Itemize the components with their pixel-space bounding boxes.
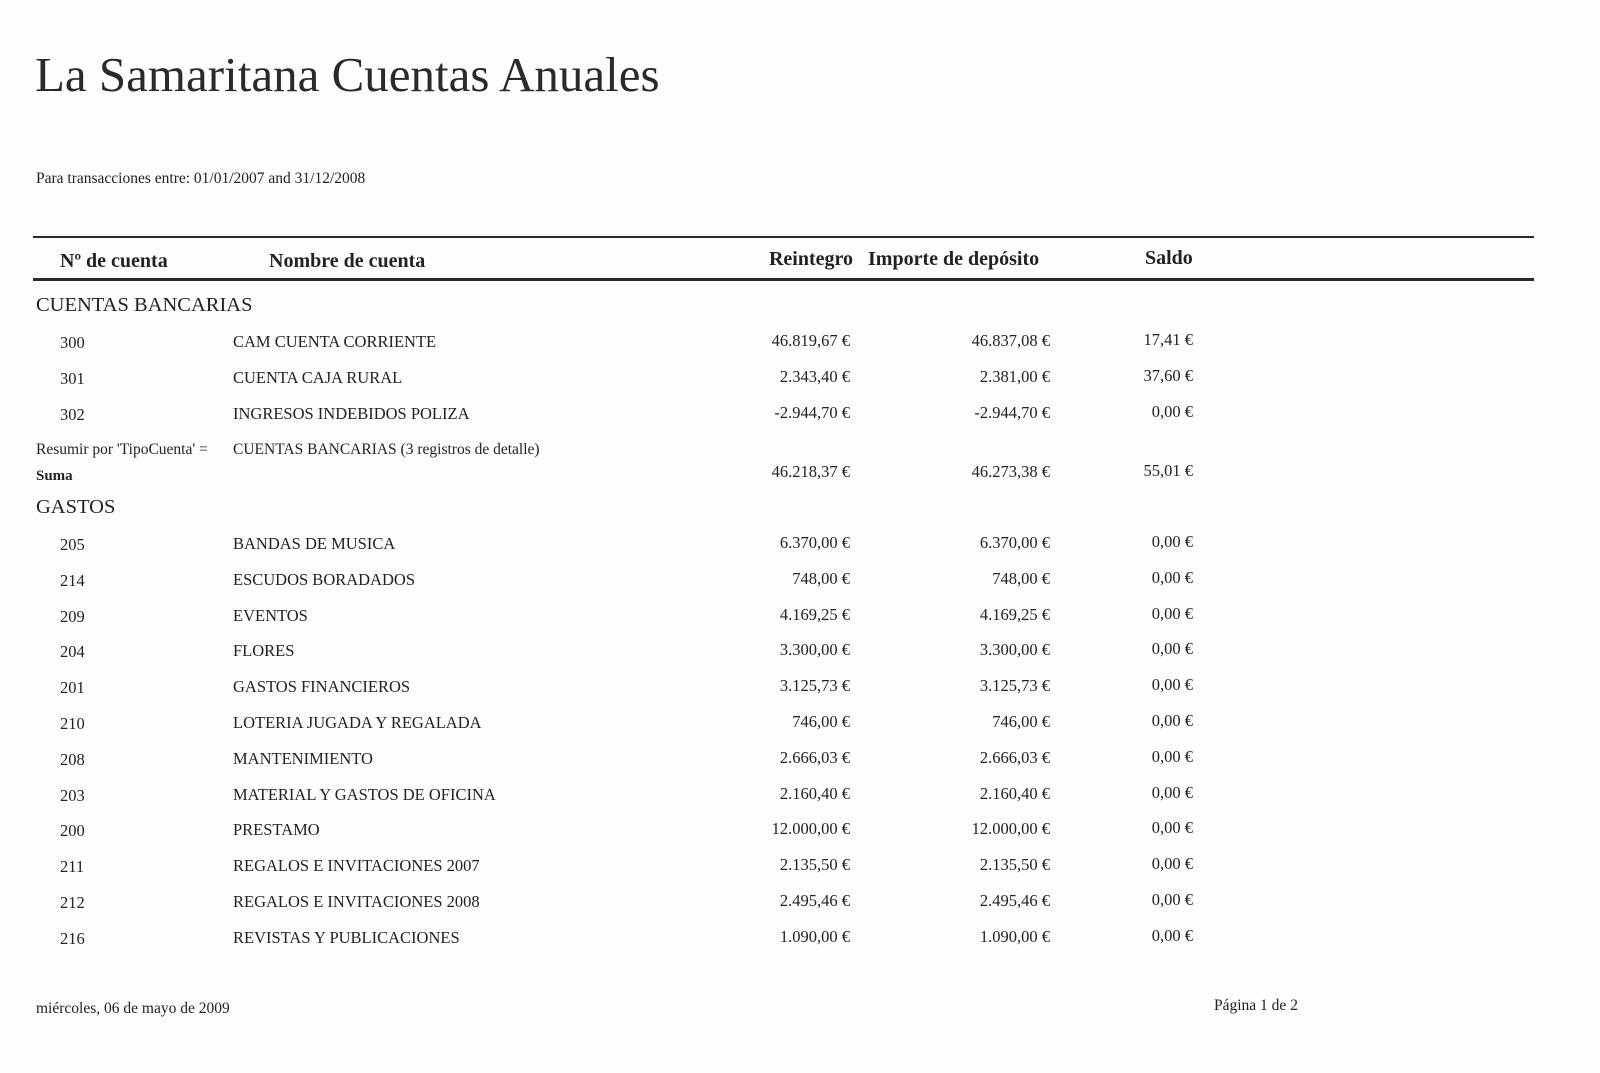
deposit: 46.837,08 € <box>971 331 1050 350</box>
balance: 0,00 € <box>1151 532 1193 551</box>
deposit: 12.000,00 € <box>971 819 1050 839</box>
balance: 0,00 € <box>1151 746 1193 766</box>
account-name: MATERIAL Y GASTOS DE OFICINA <box>233 784 496 804</box>
summary-description: CUENTAS BANCARIAS (3 registros de detalle) <box>233 441 540 458</box>
account-number: 211 <box>60 857 85 877</box>
withdrawal: 6.370,00 € <box>779 533 850 552</box>
sum-withdrawal: 46.218,37 € <box>771 462 850 481</box>
account-name: INGRESOS INDEBIDOS POLIZA <box>233 404 470 423</box>
account-number: 201 <box>60 678 85 698</box>
section-heading: CUENTAS BANCARIAS <box>36 294 253 316</box>
deposit: 2.381,00 € <box>979 367 1050 386</box>
withdrawal: 3.125,73 € <box>779 676 850 696</box>
balance: 0,00 € <box>1151 782 1193 802</box>
withdrawal: 1.090,00 € <box>779 926 850 946</box>
account-name: REGALOS E INVITACIONES 2007 <box>233 856 480 876</box>
deposit: -2.944,70 € <box>974 403 1050 422</box>
withdrawal: 2.666,03 € <box>779 747 850 767</box>
account-name: LOTERIA JUGADA Y REGALADA <box>233 713 482 732</box>
column-header-balance: Saldo <box>1145 247 1193 269</box>
account-number: 300 <box>60 333 85 352</box>
account-name: ESCUDOS BORADADOS <box>233 569 415 589</box>
balance: 0,00 € <box>1151 639 1193 659</box>
account-name: GASTOS FINANCIEROS <box>233 677 411 697</box>
sum-balance: 55,01 € <box>1143 461 1193 480</box>
deposit: 3.125,73 € <box>979 676 1050 696</box>
balance: 37,60 € <box>1143 366 1193 385</box>
account-number: 200 <box>60 821 85 841</box>
account-number: 216 <box>60 928 85 948</box>
account-number: 210 <box>60 714 85 733</box>
withdrawal: 2.343,40 € <box>779 367 850 386</box>
deposit: 3.300,00 € <box>979 640 1050 660</box>
deposit: 2.135,50 € <box>979 855 1050 875</box>
withdrawal: 3.300,00 € <box>779 640 850 660</box>
account-number: 208 <box>60 749 85 769</box>
deposit: 1.090,00 € <box>979 926 1050 946</box>
page-number: Página 1 de 2 <box>1214 997 1298 1014</box>
balance: 0,00 € <box>1151 402 1193 421</box>
account-name: CAM CUENTA CORRIENTE <box>233 332 437 351</box>
balance: 0,00 € <box>1151 818 1193 838</box>
withdrawal: 12.000,00 € <box>771 819 850 839</box>
column-header-account-name: Nombre de cuenta <box>269 250 426 272</box>
deposit: 746,00 € <box>992 712 1050 731</box>
balance: 0,00 € <box>1151 890 1193 909</box>
account-number: 203 <box>60 785 85 805</box>
sum-label: Suma <box>36 468 73 484</box>
column-header-withdrawal: Reintegro <box>768 248 853 270</box>
date-range: Para transacciones entre: 01/01/2007 and 31/12/2008 <box>36 170 366 187</box>
account-number: 204 <box>60 642 85 662</box>
balance: 0,00 € <box>1151 854 1193 874</box>
account-number: 212 <box>60 893 85 912</box>
account-name: BANDAS DE MUSICA <box>233 534 396 553</box>
account-number: 205 <box>60 535 85 554</box>
balance: 0,00 € <box>1151 675 1193 695</box>
withdrawal: 2.160,40 € <box>779 783 850 803</box>
deposit: 2.666,03 € <box>979 747 1050 767</box>
withdrawal: 748,00 € <box>792 568 850 588</box>
withdrawal: 746,00 € <box>792 712 850 731</box>
report-title: La Samaritana Cuentas Anuales <box>35 47 660 102</box>
account-name: REVISTAS Y PUBLICACIONES <box>233 927 460 947</box>
account-name: FLORES <box>233 641 295 661</box>
column-header-deposit: Importe de depósito <box>868 248 1040 270</box>
withdrawal: 4.169,25 € <box>779 604 850 624</box>
balance: 0,00 € <box>1151 567 1193 587</box>
withdrawal: 2.135,50 € <box>779 855 850 875</box>
balance: 0,00 € <box>1151 925 1193 945</box>
deposit: 748,00 € <box>992 568 1050 588</box>
header-bottom-rule <box>33 278 1534 281</box>
account-name: CUENTA CAJA RURAL <box>233 368 403 387</box>
summary-label: Resumir por 'TipoCuenta' = <box>36 441 208 458</box>
deposit: 4.169,25 € <box>979 604 1050 624</box>
account-number: 302 <box>60 405 85 424</box>
withdrawal: -2.944,70 € <box>774 403 850 422</box>
balance: 17,41 € <box>1143 330 1193 349</box>
account-name: EVENTOS <box>233 605 308 625</box>
account-number: 214 <box>60 570 85 590</box>
sum-deposit: 46.273,38 € <box>971 462 1050 481</box>
deposit: 2.160,40 € <box>979 783 1050 803</box>
deposit: 2.495,46 € <box>979 891 1050 910</box>
withdrawal: 46.819,67 € <box>771 331 850 350</box>
account-number: 301 <box>60 369 85 388</box>
balance: 0,00 € <box>1151 603 1193 623</box>
deposit: 6.370,00 € <box>979 533 1050 552</box>
withdrawal: 2.495,46 € <box>779 891 850 910</box>
balance: 0,00 € <box>1151 711 1193 730</box>
account-name: PRESTAMO <box>233 820 320 840</box>
account-name: REGALOS E INVITACIONES 2008 <box>233 892 480 911</box>
footer-date: miércoles, 06 de mayo de 2009 <box>36 1000 230 1017</box>
account-number: 209 <box>60 606 85 626</box>
account-name: MANTENIMIENTO <box>233 748 373 768</box>
section-heading: GASTOS <box>36 496 116 518</box>
column-header-account-no: Nº de cuenta <box>60 250 168 272</box>
header-top-rule <box>33 236 1534 238</box>
